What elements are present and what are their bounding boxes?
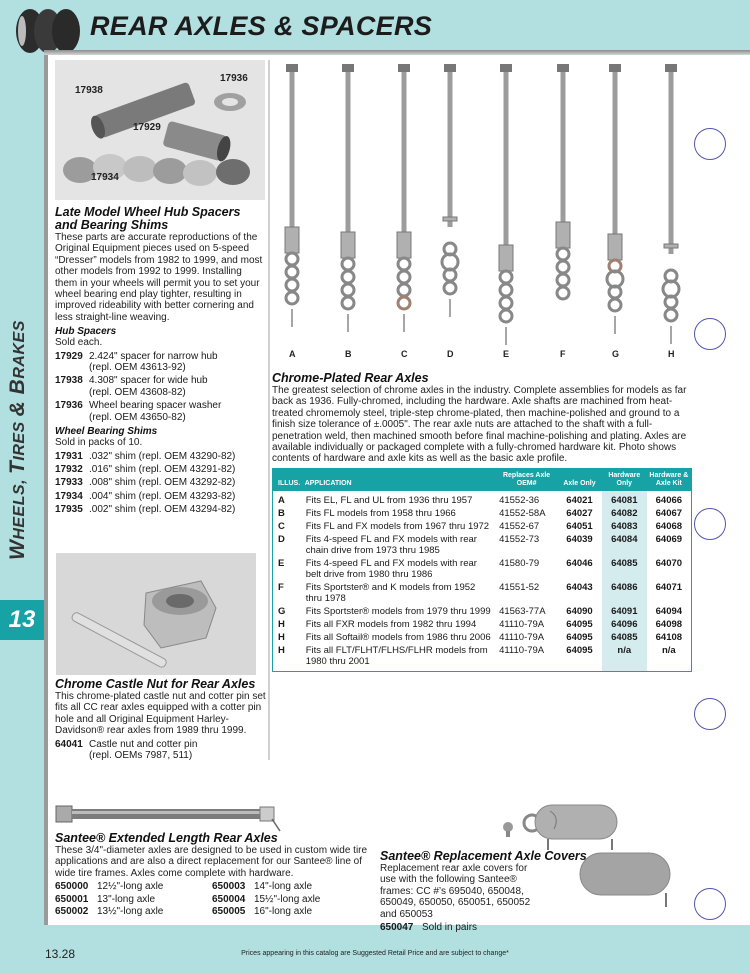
binder-hole — [694, 508, 726, 540]
section-title: Late Model Wheel Hub Spacers and Bearing Shims — [55, 205, 241, 232]
chrome-axles-photo — [270, 58, 700, 353]
chrome-axles-section — [272, 372, 697, 465]
cell-oem: 41110-79A — [499, 619, 545, 630]
photo-callout: 17929 — [133, 122, 161, 133]
part-description: 13"-long axle — [97, 893, 156, 905]
binder-hole — [694, 888, 726, 920]
cell-axle: 64095 — [566, 632, 593, 643]
part-oem: (repl. OEM 43650-82) — [89, 411, 186, 423]
part-row — [55, 351, 265, 374]
cell-kit: 64066 — [655, 495, 683, 506]
subheading-note: Sold each. — [55, 337, 103, 349]
cell-hardware: 64085 — [602, 631, 647, 644]
axle-letter: D — [447, 349, 454, 359]
binder-hole — [694, 698, 726, 730]
part-number: 650004 — [212, 893, 246, 905]
section-title: Santee® Replacement Axle Covers — [380, 849, 587, 863]
part-row — [55, 451, 265, 462]
cell-hardware: 64096 — [602, 618, 647, 631]
cell-kit: 64071 — [655, 582, 683, 593]
part-description: Castle nut and cotter pin — [89, 738, 198, 750]
table-row — [273, 520, 692, 533]
section-title: Santee® Extended Length Rear Axles — [55, 831, 278, 845]
section-description: These parts are accurate reproductions of the Original Equipment pieces used on 5-speed “Dresser” models from 1982 to 1999, and most other models from 1992 to 1999. Installing them in your wheels will permit you to set your wheel bearing end play tighter, resulting in improved rideability with better cornering and less straight-line weaving. — [55, 232, 263, 323]
col-hardware: Hardware Only — [602, 469, 647, 492]
tires-icon — [8, 6, 88, 56]
axle-illustration — [607, 64, 623, 334]
part-oem: (repl. OEM 43608-82) — [89, 386, 186, 398]
part-number: 17932 — [55, 463, 83, 475]
cell-illus: B — [278, 508, 285, 519]
part-row — [55, 504, 265, 515]
cell-oem: 41552-73 — [499, 534, 540, 545]
cell-hardware: 64081 — [602, 491, 647, 507]
part-description: 13½"-long axle — [97, 906, 164, 918]
cell-hardware: 64091 — [602, 605, 647, 618]
cell-application: Fits 4-speed FL and FX models with rear belt drive from 1980 thru 1986 — [305, 558, 477, 580]
axle-spec-table — [272, 468, 692, 672]
col-kit: Hardware & Axle Kit — [647, 469, 692, 492]
part-row — [55, 375, 265, 398]
cell-kit: n/a — [661, 645, 676, 656]
cell-application: Fits all Softail® models from 1986 thru 2006 — [305, 632, 491, 643]
cell-kit: 64098 — [655, 619, 683, 630]
section-title: Chrome Castle Nut for Rear Axles — [55, 677, 256, 691]
axle-illustration — [341, 64, 355, 332]
table-row — [273, 618, 692, 631]
table-row — [273, 581, 692, 605]
santee-axle-photo — [50, 795, 290, 835]
subheading: Wheel Bearing Shims — [55, 426, 158, 438]
cell-illus: D — [278, 534, 285, 545]
cell-application: Fits EL, FL and UL from 1936 thru 1957 — [305, 495, 473, 506]
part-oem: (repl. OEM 43613-92) — [89, 362, 186, 374]
cell-illus: H — [278, 632, 285, 643]
cell-kit: 64108 — [655, 632, 683, 643]
part-description: .002" shim (repl. OEM 43294-82) — [89, 504, 236, 516]
part-row — [55, 464, 265, 475]
table-row — [273, 644, 692, 672]
cell-kit: 64069 — [655, 534, 683, 545]
photo-callout: 17934 — [91, 172, 119, 183]
cell-oem: 41110-79A — [499, 632, 545, 643]
axle-illustration — [556, 64, 570, 299]
part-number: 650005 — [212, 906, 246, 918]
table-row — [273, 491, 692, 507]
cell-hardware: n/a — [602, 644, 647, 672]
cell-axle: 64051 — [566, 521, 593, 532]
table-row — [273, 557, 692, 581]
part-description: .008" shim (repl. OEM 43292-82) — [89, 477, 236, 489]
cell-application: Fits 4-speed FL and FX models with rear chain drive from 1973 thru 1985 — [305, 534, 477, 556]
part-number: 650001 — [55, 893, 89, 905]
cell-hardware: 64083 — [602, 520, 647, 533]
axle-letter: G — [612, 349, 620, 359]
cell-oem: 41552-58A — [499, 508, 546, 519]
part-description: .016" shim (repl. OEM 43291-82) — [89, 463, 236, 475]
axle-illustration — [397, 64, 411, 332]
subheading: Hub Spacers — [55, 326, 117, 338]
axle-letter: C — [401, 349, 408, 359]
cell-oem: 41580-79 — [499, 558, 540, 569]
cell-hardware: 64086 — [602, 581, 647, 605]
part-number: 17931 — [55, 450, 83, 462]
cell-oem: 41552-36 — [499, 495, 540, 506]
castle-nut-photo — [56, 553, 256, 675]
cell-axle: 64095 — [566, 619, 593, 630]
part-row — [55, 739, 267, 762]
cell-axle: 64027 — [566, 508, 593, 519]
part-number: 17934 — [55, 490, 83, 502]
cell-hardware: 64085 — [602, 557, 647, 581]
axle-illustration — [663, 64, 679, 344]
axle-letter: B — [345, 349, 352, 359]
cell-application: Fits FL and FX models from 1967 thru 1972 — [305, 521, 490, 532]
cell-kit: 64094 — [655, 606, 683, 617]
section-description: Replacement rear axle covers for use with the following Santee® frames: CC #’s 695040, 650048, 650049, 650050, 650051, 650052 and 650053 — [380, 863, 531, 920]
part-number: 17936 — [55, 400, 83, 412]
table-row — [273, 605, 692, 618]
part-description: .004" shim (repl. OEM 43293-82) — [89, 490, 236, 502]
part-description: 2.424" spacer for narrow hub — [89, 350, 218, 362]
axle-illustration — [442, 64, 458, 317]
axle-letter: F — [560, 349, 566, 359]
cell-axle: 64021 — [566, 495, 593, 506]
col-axle: Axle Only — [557, 469, 602, 492]
cell-hardware: 64084 — [602, 533, 647, 557]
cell-application: Fits FL models from 1958 thru 1966 — [305, 508, 456, 519]
cell-oem: 41552-67 — [499, 521, 540, 532]
santee-axles-parts — [55, 881, 375, 918]
section-description: The greatest selection of chrome axles in the industry. Complete assemblies for models as far back as 1936. Fully-chromed, including the hardware. Axle shafts are machined from heat-treated chromemoly steel, triple-step chrome-plated, then machine-polished and ground to a finish size tolerance of ±.0005". The rear axle nuts are attached to the shaft with a full-penetration weld, then machined smooth before final machine-polishing and plating. Axles are available individually or packaged complete with a fully-chromed hardware kit. Photo shows contents of hardware and axle kits as well as the basic axle profile. — [272, 385, 687, 465]
col-illus: ILLUS. — [273, 469, 303, 492]
santee-covers-section — [380, 850, 590, 933]
cell-kit: 64070 — [655, 558, 683, 569]
part-row — [55, 400, 265, 423]
axle-letter-row — [270, 349, 700, 363]
axle-illustration — [499, 64, 513, 345]
cell-kit: 64067 — [655, 508, 683, 519]
cell-illus: H — [278, 645, 285, 656]
spacers-section — [55, 206, 265, 516]
table-row — [273, 631, 692, 644]
table-row — [273, 533, 692, 557]
axle-illustration — [285, 64, 299, 327]
part-description: 4.308" spacer for wide hub — [89, 375, 208, 387]
part-row — [55, 477, 265, 488]
cell-oem: 41563-77A — [499, 606, 546, 617]
section-title: Chrome-Plated Rear Axles — [272, 371, 429, 385]
table-header-row — [273, 469, 692, 492]
part-number: 17935 — [55, 504, 83, 516]
cell-oem: 41110-79A — [499, 645, 545, 656]
subheading-note: Sold in packs of 10. — [55, 437, 143, 449]
part-row — [55, 491, 265, 502]
part-description: 12½"-long axle — [97, 881, 164, 893]
cell-application: Fits Sportster® models from 1979 thru 1999 — [305, 606, 491, 617]
table-row — [273, 507, 692, 520]
cell-hardware: 64082 — [602, 507, 647, 520]
part-number: 650047 — [380, 922, 414, 934]
footer-note: Prices appearing in this catalog are Suggested Retail Price and are subject to change* — [241, 950, 509, 957]
cell-application: Fits all FLT/FLHT/FLHS/FLHR models from 1980 thru 2001 — [305, 645, 488, 667]
part-number: 17929 — [55, 350, 83, 362]
spacers-photo — [55, 60, 265, 200]
cell-axle: 64039 — [566, 534, 593, 545]
cell-illus: A — [278, 495, 285, 506]
page-number: 13.28 — [45, 947, 76, 961]
col-application: APPLICATION — [303, 469, 496, 492]
col-oem: Replaces Axle OEM# — [496, 469, 557, 492]
axle-letter: H — [668, 349, 675, 359]
part-number: 17938 — [55, 375, 83, 387]
part-description: 16"-long axle — [254, 906, 313, 918]
cell-illus: C — [278, 521, 285, 532]
cell-axle: 64043 — [566, 582, 593, 593]
part-number: 650003 — [212, 881, 246, 893]
part-description: 14"-long axle — [254, 881, 313, 893]
cell-axle: 64095 — [566, 645, 593, 656]
axle-letter: E — [503, 349, 510, 359]
section-description: These 3/4"-diameter axles are designed to be used in custom wide tire applications and are also a direct replacement for our Santee® line of wide tire frames. Axles come complete with hardware. — [55, 845, 368, 879]
part-description: Wheel bearing spacer washer — [89, 400, 222, 412]
part-description: 15½"-long axle — [254, 893, 321, 905]
section-description: This chrome-plated castle nut and cotter pin set fits all CC rear axles equipped with a cotter pin hole and all Original Equipment Harley-Davidson® rear axles from 1989 thru 1999. — [55, 691, 266, 737]
cell-illus: F — [278, 582, 284, 593]
part-row — [380, 922, 590, 933]
cell-oem: 41551-52 — [499, 582, 540, 593]
binder-hole — [694, 128, 726, 160]
photo-callout: 17938 — [75, 85, 103, 96]
axle-letter: A — [289, 349, 296, 359]
part-description: .032" shim (repl. OEM 43290-82) — [89, 450, 236, 462]
binder-hole — [694, 318, 726, 350]
section-label: WHEELS, TIRES & BRAKES — [6, 320, 29, 560]
photo-callout: 17936 — [220, 73, 248, 84]
cell-axle: 64090 — [566, 606, 593, 617]
cell-kit: 64068 — [655, 521, 683, 532]
part-oem: (repl. OEMs 7987, 511) — [89, 750, 193, 762]
section-tab[interactable]: 13 — [0, 600, 44, 640]
cell-illus: E — [278, 558, 285, 569]
cell-application: Fits all FXR models from 1982 thru 1994 — [305, 619, 477, 630]
cell-axle: 64046 — [566, 558, 593, 569]
santee-axles-section — [55, 832, 375, 918]
cell-illus: G — [278, 606, 286, 617]
part-description: Sold in pairs — [422, 922, 478, 934]
cell-application: Fits Sportster® and K models from 1952 thru 1978 — [305, 582, 476, 604]
castle-nut-section — [55, 678, 267, 761]
part-number: 650002 — [55, 906, 89, 918]
part-number: 650000 — [55, 881, 89, 893]
page-title: REAR AXLES & SPACERS — [90, 11, 433, 41]
part-number: 17933 — [55, 477, 83, 489]
part-number: 64041 — [55, 738, 83, 750]
cell-illus: H — [278, 619, 285, 630]
